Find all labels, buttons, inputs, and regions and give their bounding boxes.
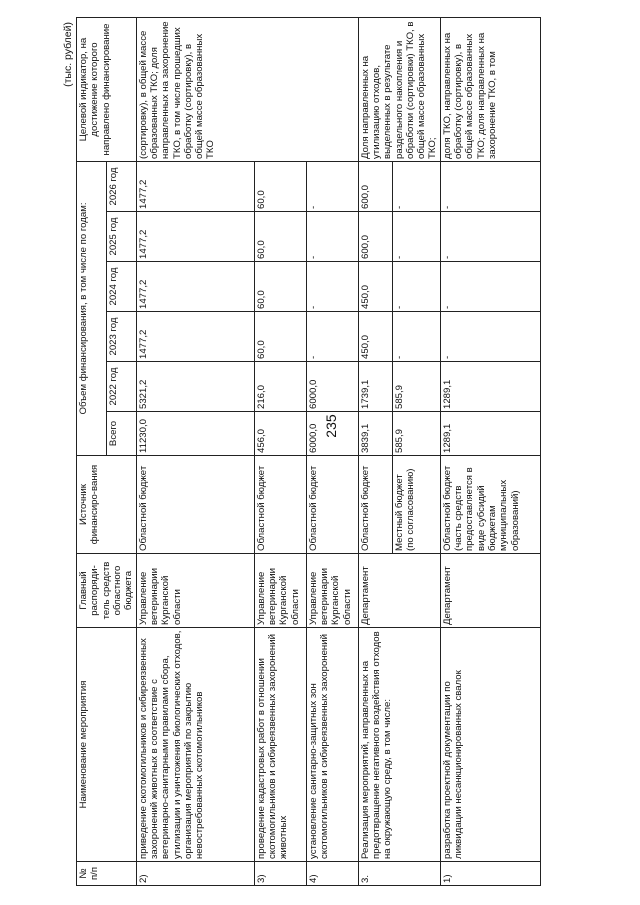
row-2024: 450,0 — [358, 262, 392, 312]
row-num: 3. — [358, 862, 440, 886]
row-source: Областной бюджет — [358, 456, 392, 554]
row-source: Областной бюджет — [254, 456, 306, 554]
row-2023: 450,0 — [358, 312, 392, 362]
row-2022: 1289,1 — [440, 362, 540, 412]
row-total: 1289,1 — [440, 412, 540, 456]
table-row — [136, 17, 254, 885]
row-name: проведение кадастровых работ в отношении скотомогильников и сибиреязвенных захоронений животных — [254, 628, 306, 862]
header-2025: 2025 год — [106, 212, 136, 262]
row-name: Реализация мероприятий, направленных на предотвращение негативного воздействия отходов на окружающую среду, в том числе: — [358, 628, 440, 862]
page-number: 235 — [323, 414, 339, 438]
row-2025: - — [440, 212, 540, 262]
row-indicator: доля ТКО, направленных на обработку (сортировку), в общей массе образованных ТКО; доля направленных на захоронение ТКО, в том — [440, 17, 540, 161]
row-2024: - — [440, 262, 540, 312]
row-num: 4) — [306, 862, 358, 886]
header-volume: Объем финансирования, в том числе по годам: — [77, 161, 107, 455]
header-name: Наименование мероприятия — [77, 628, 137, 862]
row-2024: 1477,2 — [136, 262, 254, 312]
header-manager: Главный распоряди-тель средств областного бюджета — [77, 554, 137, 628]
row-2022: 6000,0 — [306, 362, 358, 412]
row-2026: 600,0 — [358, 161, 392, 211]
header-total: Всего — [106, 412, 136, 456]
header-indicator: Целевой индикатор, на достижение которого направлено финансирование — [77, 17, 137, 161]
row-2023: 1477,2 — [136, 312, 254, 362]
row-2025: - — [392, 212, 440, 262]
row-source: Местный бюджет (по согласованию) — [392, 456, 440, 554]
row-indicator: (сортировку), в общей массе образованных ТКО; доля направленных на захоронение ТКО, в том числе прошедших обработку (сортировку), в общей массе образованных ТКО — [136, 17, 358, 161]
row-2023: - — [392, 312, 440, 362]
row-2023: - — [440, 312, 540, 362]
row-2025: - — [306, 212, 358, 262]
header-num: № п/п — [77, 862, 137, 886]
row-manager: Управление ветеринарии Курганской области — [254, 554, 306, 628]
header-source: Источник финансиро-вания — [77, 456, 137, 554]
header-2024: 2024 год — [106, 262, 136, 312]
financing-table — [76, 17, 541, 886]
row-total: 3839,1 — [358, 412, 392, 456]
row-indicator: Доля направленных на утилизацию отходов, выделенных в результате раздельного накопления и обработки (сортировки) ТКО, в общей массе образованных ТКО; — [358, 17, 440, 161]
row-2022: 1739,1 — [358, 362, 392, 412]
row-manager: Департамент — [358, 554, 440, 628]
row-2025: 60,0 — [254, 212, 306, 262]
row-2025: 600,0 — [358, 212, 392, 262]
units-label: (тыс. рублей) — [62, 22, 74, 87]
row-name: установление санитарно-защитных зон скотомогильников и сибиреязвенных захоронений — [306, 628, 358, 862]
row-2023: 60,0 — [254, 312, 306, 362]
row-source: Областной бюджет — [306, 456, 358, 554]
row-2024: - — [306, 262, 358, 312]
row-manager: Управление ветеринарии Курганской области — [136, 554, 254, 628]
row-manager: Управление ветеринарии Курганской области — [306, 554, 358, 628]
row-2024: 60,0 — [254, 262, 306, 312]
table-row — [440, 17, 540, 885]
row-name: разработка проектной документации по ликвидации несанкционированных свалок — [440, 628, 540, 862]
rotated-page — [60, 18, 580, 886]
row-2026: 1477,2 — [136, 161, 254, 211]
row-2022: 5321,2 — [136, 362, 254, 412]
row-num: 2) — [136, 862, 254, 886]
header-2022: 2022 год — [106, 362, 136, 412]
row-2026: - — [440, 161, 540, 211]
header-2026: 2026 год — [106, 161, 136, 211]
row-2022: 216,0 — [254, 362, 306, 412]
row-num: 3) — [254, 862, 306, 886]
row-2024: - — [392, 262, 440, 312]
row-2023: - — [306, 312, 358, 362]
row-num: 1) — [440, 862, 540, 886]
row-2025: 1477,2 — [136, 212, 254, 262]
header-row — [77, 17, 107, 885]
row-2026: - — [306, 161, 358, 211]
row-total: 11230,0 — [136, 412, 254, 456]
row-2022: 585,9 — [392, 362, 440, 412]
row-2026: 60,0 — [254, 161, 306, 211]
row-2026: - — [392, 161, 440, 211]
header-2023: 2023 год — [106, 312, 136, 362]
row-source: Областной бюджет — [136, 456, 254, 554]
row-source: Областной бюджет (часть средств предоставляется в виде субсидий бюджетам муниципальных образований) — [440, 456, 540, 554]
row-total: 585,9 — [392, 412, 440, 456]
table-row — [358, 17, 392, 885]
row-total: 456,0 — [254, 412, 306, 456]
row-total: 6000,0 — [306, 412, 358, 456]
row-manager: Департамент — [440, 554, 540, 628]
row-name: приведение скотомогильников и сибиреязвенных захоронений животных в соответствие с ветеринарно-санитарными правилами сбора, утилизации и уничтожения биологических отходов, организация мероприятий по закрытию невостребованных скотомогильников — [136, 628, 254, 862]
